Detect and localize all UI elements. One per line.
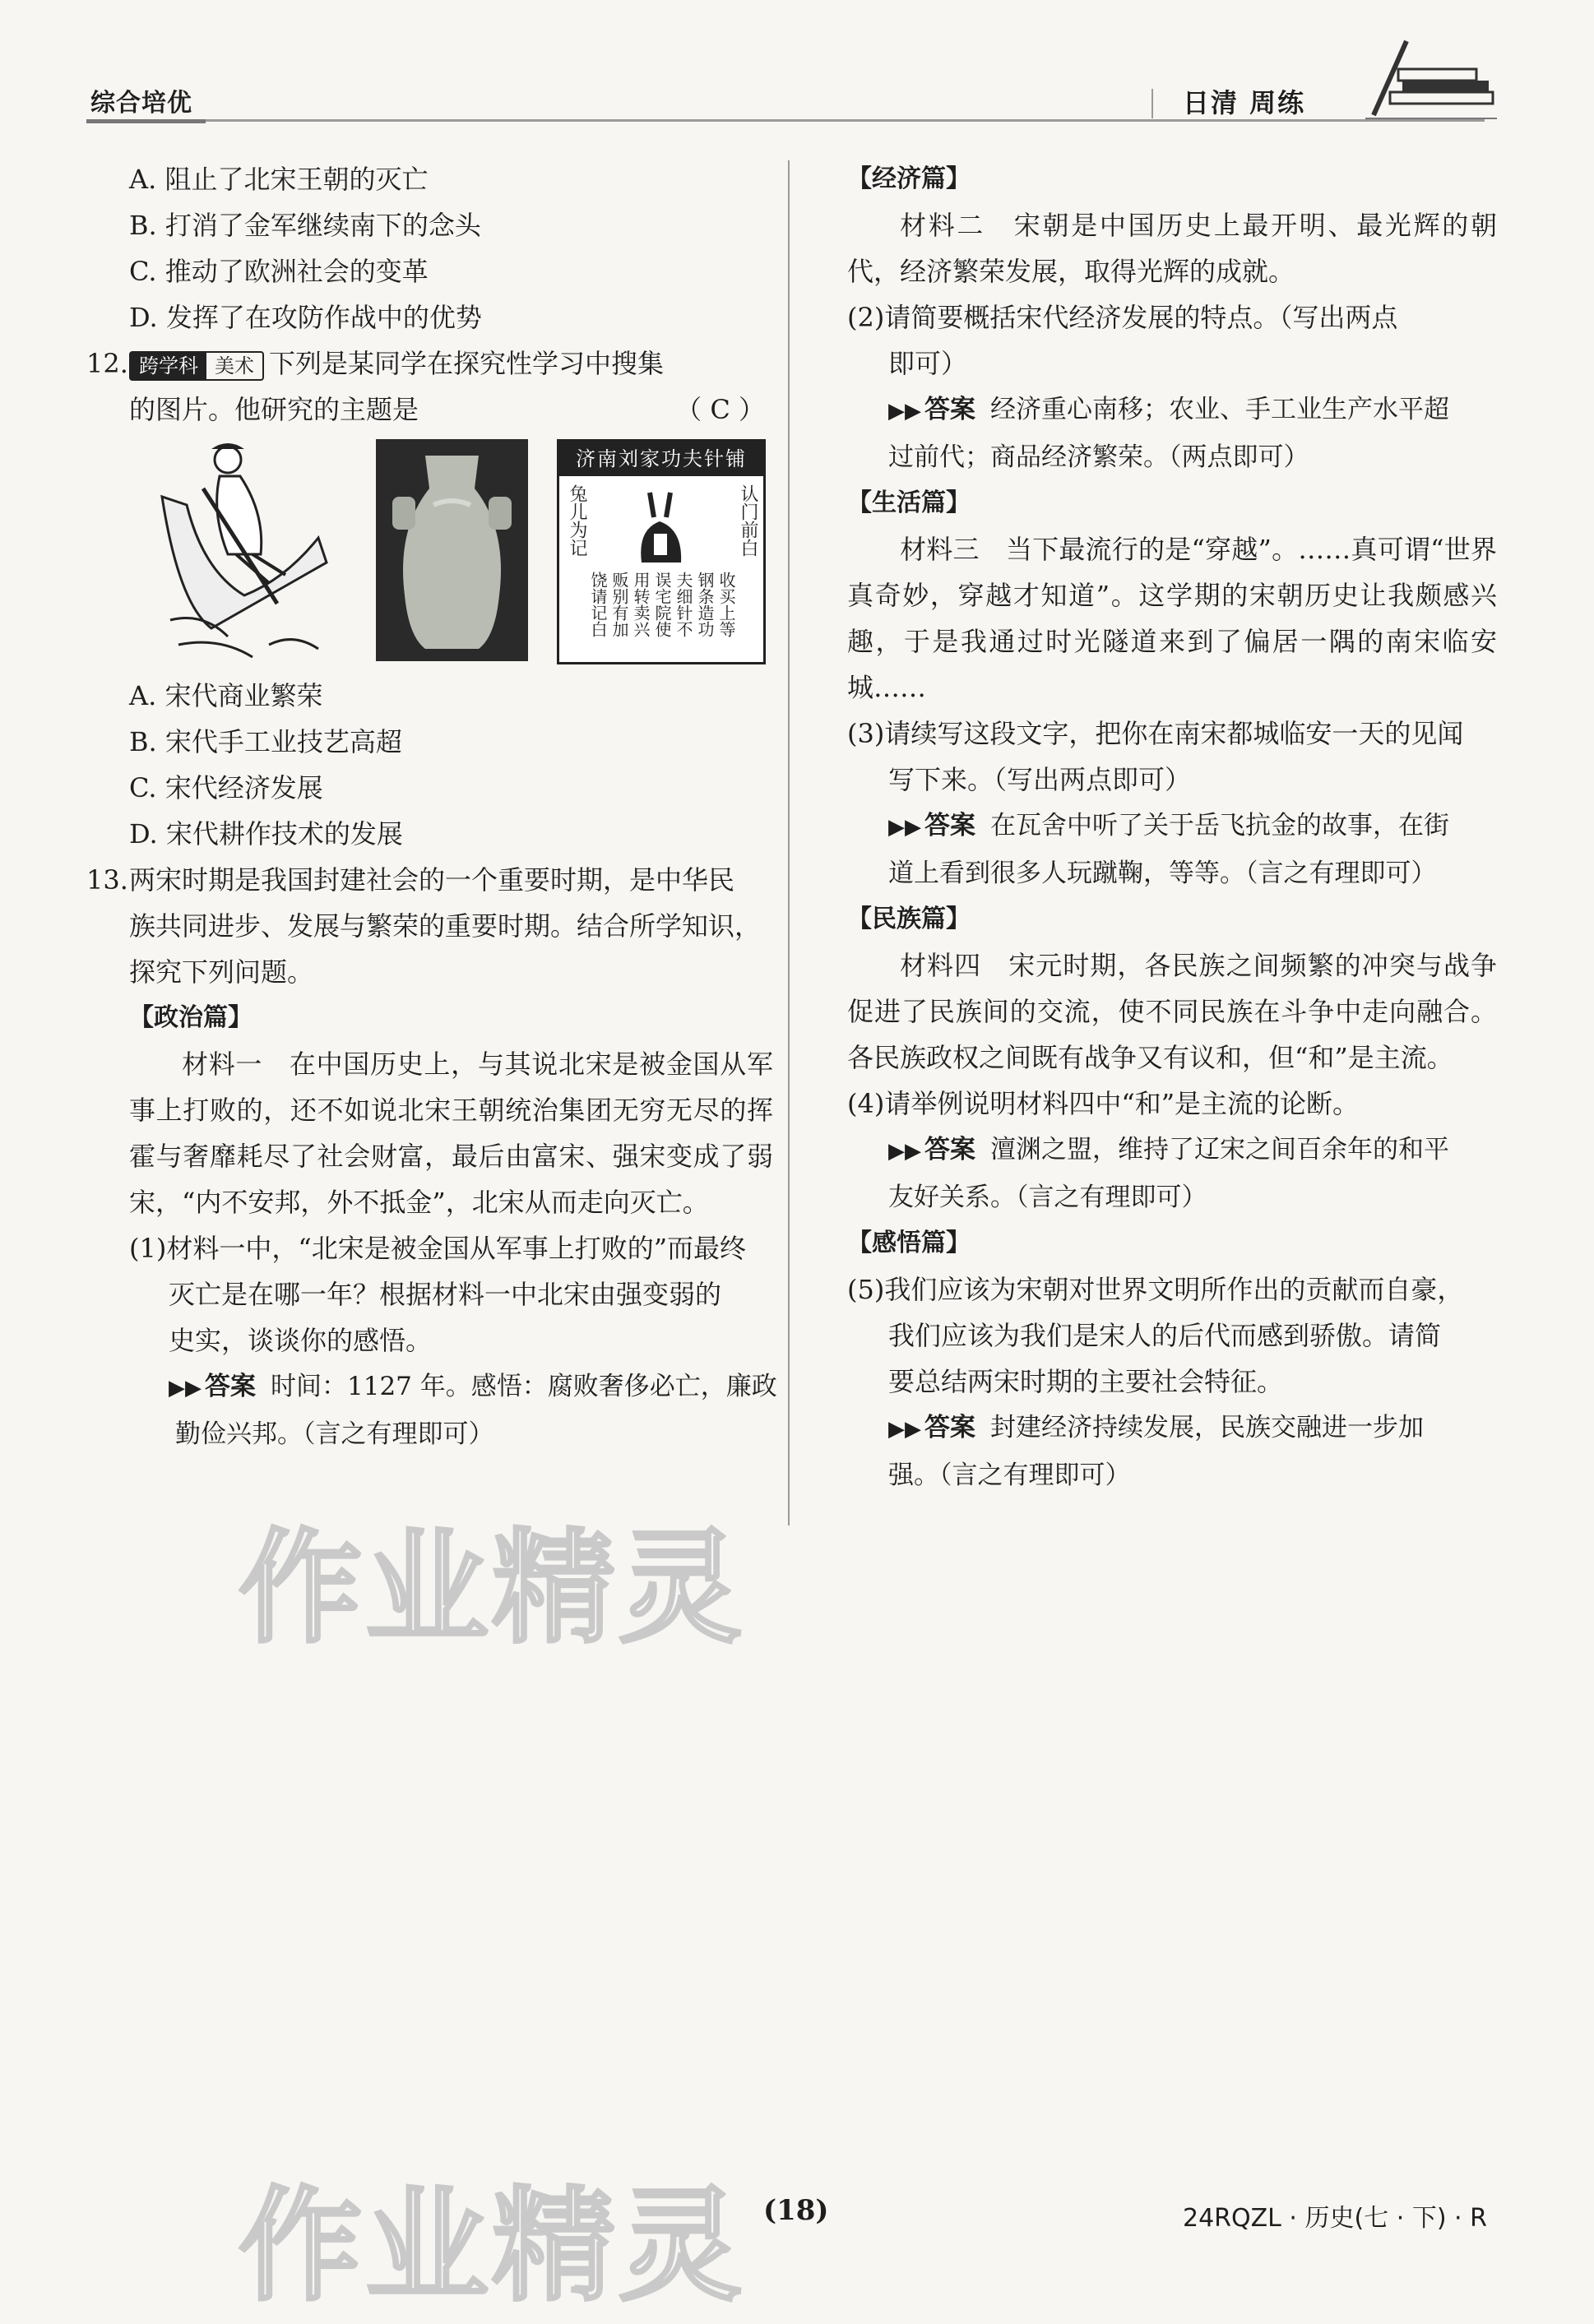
- q13-5-line-2: 我们应该为我们是宋人的后代而感到骄傲。请简: [888, 1320, 1442, 1351]
- q12-option-d: D. 宋代耕作技术的发展: [129, 818, 403, 850]
- q13-3-line-2: 写下来。（写出两点即可）: [888, 764, 1192, 795]
- q12-stem-line-1: [86, 340, 773, 387]
- q13-stem-3: 探究下列问题。: [129, 956, 314, 988]
- header-rule: [86, 119, 1485, 122]
- ad-col-1: 收买上等: [716, 572, 736, 637]
- boatman-illustration: [154, 439, 343, 661]
- ad-col-2: 钢条造功: [695, 572, 715, 637]
- answer-5-text-2: 强。（言之有理即可）: [888, 1461, 1131, 1490]
- answer-2-text-1: 经济重心南移；农业、手工业生产水平超: [990, 395, 1449, 424]
- needle-shop-advertisement: [557, 439, 766, 664]
- section-life: 【生活篇】: [847, 488, 971, 517]
- answer-label: 答案: [924, 1413, 975, 1442]
- material-3: 材料三 当下最流行的是“穿越”。……真可谓“世界真奇妙，穿越才知道”。这学期的宋朝历史让我颇感兴趣，于是我通过时光隧道来到了偏居一隅的南宋临安城……: [847, 534, 1497, 703]
- material-1: 材料一 在中国历史上，与其说北宋是被金国从军事上打败的，还不如说北宋王朝统治集团无穷无尽的挥霍与奢靡耗尽了社会财富，最后由富宋、强宋变成了弱宋，“内不安邦，外不抵金”，北宋从而走向灭亡。: [129, 1049, 773, 1218]
- answer-label: 答案: [924, 395, 975, 424]
- q13-5-line-3: 要总结两宋时期的主要社会特征。: [888, 1366, 1284, 1397]
- q12-option-b: B. 宋代手工业技艺高超: [129, 726, 402, 757]
- q13-stem-line-1: [86, 857, 773, 903]
- watermark-bottom: 作业精灵: [239, 2175, 746, 2318]
- ad-left-text: 兔儿为记: [567, 484, 587, 557]
- answer-arrow-icon: ▶▶: [888, 815, 921, 840]
- q12-stem-2: 的图片。他研究的主题是: [129, 394, 419, 425]
- answer-1-text-2: 勤俭兴邦。（言之有理即可）: [175, 1419, 494, 1449]
- answer-3-text-2: 道上看到很多人玩蹴鞠，等等。（言之有理即可）: [888, 859, 1437, 888]
- material-2: 材料二 宋朝是中国历史上最开明、最光辉的朝代，经济繁荣发展，取得光辉的成就。: [847, 210, 1497, 287]
- answer-arrow-icon: ▶▶: [888, 1417, 921, 1442]
- header-left-title: 综合培优: [90, 89, 192, 118]
- section-reflection: 【感悟篇】: [847, 1229, 971, 1257]
- answer-2-text-2: 过前代；商品经济繁荣。（两点即可）: [888, 442, 1309, 472]
- answer-arrow-icon: ▶▶: [888, 1139, 921, 1164]
- q13-number: 13.: [86, 864, 128, 896]
- answer-arrow-icon: ▶▶: [888, 399, 921, 424]
- answer-2-line-1: [847, 387, 1497, 434]
- header-accent-bar: [86, 119, 206, 123]
- ad-shop-name: 济南刘家功夫针铺: [559, 442, 763, 476]
- answer-5-text-1: 封建经济持续发展，民族交融进一步加: [990, 1413, 1424, 1442]
- section-ethnic: 【民族篇】: [847, 905, 971, 933]
- ad-body-text: [589, 572, 735, 654]
- q12-number: 12.: [86, 348, 128, 379]
- material-4: 材料四 宋元时期，各民族之间频繁的冲突与战争促进了民族间的交流，使不同民族在斗争中走向融合。各民族政权之间既有战争又有议和，但“和”是主流。: [847, 950, 1497, 1073]
- header-right-title: 日清 周练: [1183, 87, 1306, 118]
- rabbit-logo-icon: [625, 484, 699, 567]
- answer-label: 答案: [205, 1372, 256, 1401]
- ad-right-text: 认门前白: [738, 484, 758, 557]
- answer-label: 答案: [924, 1135, 975, 1164]
- q13-1-line-3: 史实，谈谈你的感悟。: [169, 1325, 433, 1356]
- q13-stem-1: 两宋时期是我国封建社会的一个重要时期，是中华民: [129, 864, 735, 896]
- answer-4-line-1: [847, 1127, 1497, 1174]
- answer-4-text-2: 友好关系。（言之有理即可）: [888, 1183, 1207, 1212]
- q13-4-line-1: (4)请举例说明材料四中“和”是主流的论断。: [847, 1088, 1360, 1119]
- q13-2-line-1: (2)请简要概括宋代经济发展的特点。（写出两点: [847, 302, 1398, 333]
- answer-1-line-1: [86, 1363, 777, 1411]
- q12-option-c: C. 宋代经济发展: [129, 772, 323, 803]
- answer-label: 答案: [924, 811, 975, 840]
- right-column: [847, 156, 1497, 1498]
- q12-option-a: A. 宋代商业繁荣: [129, 680, 323, 711]
- q11-option-d: D. 发挥了在攻防作战中的优势: [129, 302, 482, 333]
- cross-subject-tag: [129, 351, 264, 381]
- ad-col-7: 饶请记白: [588, 572, 608, 637]
- section-economy: 【经济篇】: [847, 164, 971, 193]
- q13-3-line-1: (3)请续写这段文字，把你在南宋都城临安一天的见闻: [847, 718, 1464, 749]
- left-column: [86, 156, 777, 1457]
- answer-4-text-1: 澶渊之盟，维持了辽宋之间百余年的和平: [990, 1135, 1449, 1164]
- books-pen-icon: [1365, 33, 1497, 123]
- answer-3-line-1: [847, 803, 1497, 850]
- q11-option-c: C. 推动了欧洲社会的变革: [129, 256, 429, 287]
- column-divider: [788, 160, 790, 1525]
- q12-images: [129, 439, 773, 669]
- q13-stem-2: 族共同进步、发展与繁荣的重要时期。结合所学知识，: [129, 910, 762, 942]
- ad-col-6: 贩别有加: [609, 572, 629, 637]
- ad-col-5: 用转卖兴: [631, 572, 651, 637]
- answer-arrow-icon: ▶▶: [169, 1376, 202, 1400]
- porcelain-vase-photo: [376, 439, 528, 661]
- q12-answer: （ C ）: [675, 394, 765, 425]
- q12-stem-1: 下列是某同学在探究性学习中搜集: [269, 348, 665, 379]
- q12-stem-line-2: [86, 387, 773, 433]
- page-number-value: 18: [776, 2194, 816, 2227]
- answer-3-text-1: 在瓦舍中听了关于岳飞抗金的故事，在街: [990, 811, 1449, 840]
- q11-option-b: B. 打消了金军继续南下的念头: [129, 210, 481, 241]
- q11-option-a: A. 阻止了北宋王朝的灭亡: [129, 164, 429, 195]
- q13-2-line-2: 即可）: [888, 348, 968, 379]
- tag-art: 美术: [215, 354, 254, 377]
- q13-1-line-2: 灭亡是在哪一年？根据材料一中北宋由强变弱的: [169, 1279, 722, 1310]
- q13-1-line-1: (1)材料一中，“北宋是被金国从军事上打败的”而最终: [129, 1233, 747, 1264]
- q13-5-line-1: (5)我们应该为宋朝对世界文明所作出的贡献而自豪，: [847, 1274, 1464, 1305]
- answer-5-line-1: [847, 1405, 1497, 1452]
- tag-cross-subject: 跨学科: [131, 353, 206, 379]
- answer-1-text-1: 时间：1127 年。感悟：腐败奢侈必亡，廉政: [271, 1372, 777, 1401]
- watermark-top: 作业精灵: [239, 1517, 746, 1660]
- ad-col-3: 夫细针不: [674, 572, 693, 637]
- ad-col-4: 误宅院使: [652, 572, 672, 637]
- header-divider: [1151, 89, 1153, 118]
- footer-code: 24RQZL · 历史(七 · 下) · R: [1183, 2204, 1487, 2233]
- page-number: (18): [763, 2194, 829, 2227]
- section-politics: 【政治篇】: [129, 1003, 253, 1032]
